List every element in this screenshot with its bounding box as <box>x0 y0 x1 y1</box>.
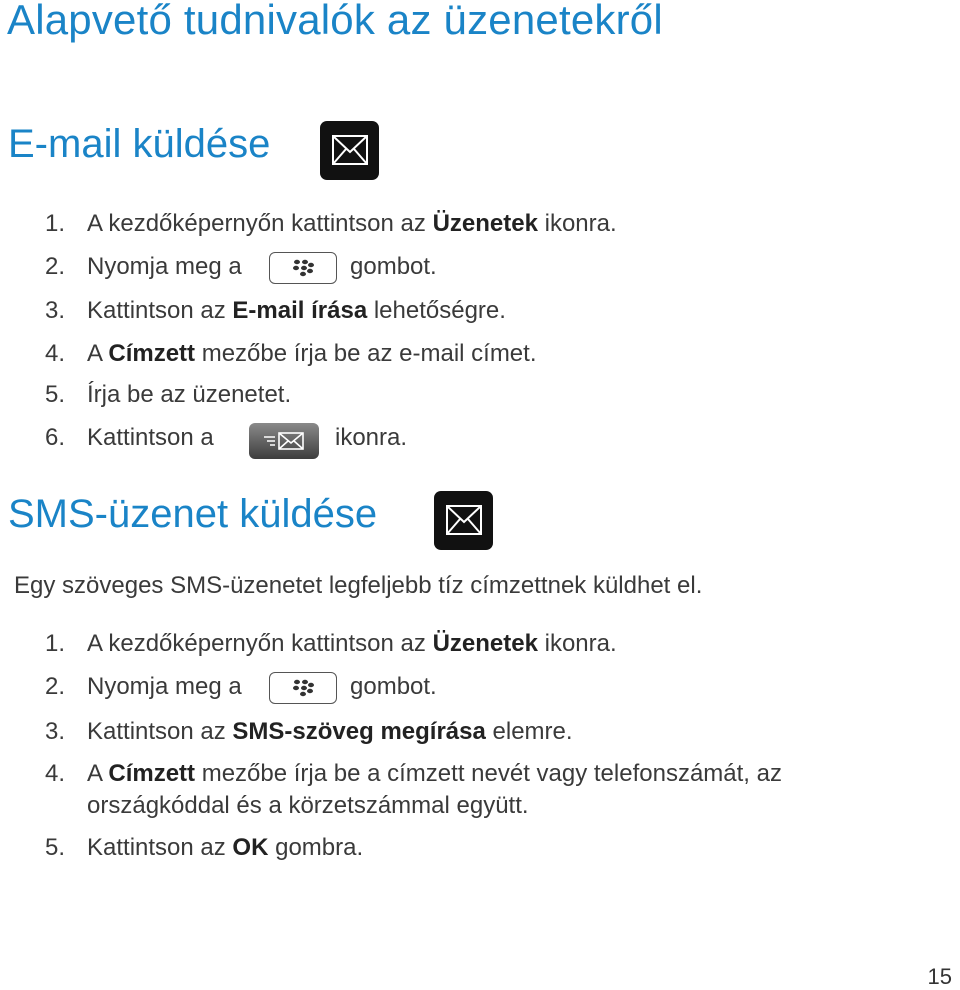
send-envelope-icon <box>249 423 319 459</box>
envelope-icon <box>434 491 493 550</box>
sms-step-3: 3. Kattintson az SMS-szöveg megírása elemre. <box>45 718 573 745</box>
sms-step-4: 4. A Címzett mezőbe írja be a címzett nevét vagy telefonszámát, az <box>45 760 782 787</box>
email-step-2: 2. Nyomja meg a gombot. <box>45 253 437 280</box>
email-step-6: 6. Kattintson a ikonra. <box>45 424 408 451</box>
sms-step-1: 1. A kezdőképernyőn kattintson az Üzenetek ikonra. <box>45 630 617 657</box>
page-title: Alapvető tudnivalók az üzenetekről <box>7 0 663 43</box>
page-number: 15 <box>927 964 952 989</box>
sms-step-4-continuation: országkóddal és a körzetszámmal együtt. <box>87 792 529 819</box>
sms-step-2: 2. Nyomja meg a gombot. <box>45 673 437 700</box>
blackberry-menu-key-icon <box>269 252 337 284</box>
email-step-3: 3. Kattintson az E-mail írása lehetőségre. <box>45 297 506 324</box>
email-step-4: 4. A Címzett mezőbe írja be az e-mail címet. <box>45 340 537 367</box>
email-step-5: 5. Írja be az üzenetet. <box>45 381 292 408</box>
email-step-1: 1. A kezdőképernyőn kattintson az Üzenetek ikonra. <box>45 210 617 237</box>
envelope-icon <box>320 121 379 180</box>
sms-intro: Egy szöveges SMS-üzenetet legfeljebb tíz címzettnek küldhet el. <box>14 572 703 599</box>
blackberry-menu-key-icon <box>269 672 337 704</box>
email-section-heading: E-mail küldése <box>8 122 271 166</box>
sms-step-5: 5. Kattintson az OK gombra. <box>45 834 364 861</box>
sms-section-heading: SMS-üzenet küldése <box>8 492 378 536</box>
